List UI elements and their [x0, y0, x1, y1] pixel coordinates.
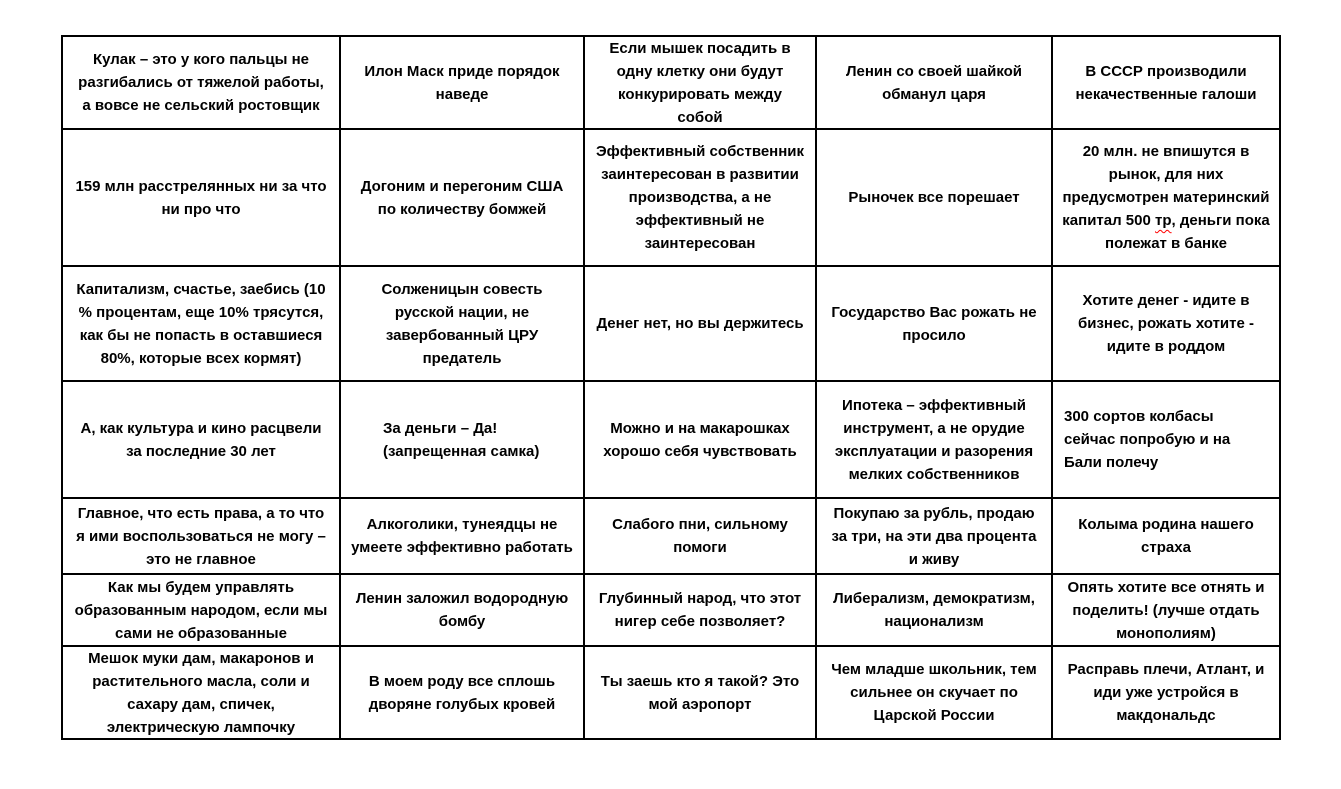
table-cell — [1053, 130, 1281, 267]
phrases-table — [61, 35, 1281, 740]
cell-text — [1062, 140, 1270, 255]
table-cell: Ипотека – эффективный инструмент, а не орудие эксплуатации и разорения мелких собственников — [817, 382, 1053, 499]
cell-text-segment: 20 млн. не впишутся в рынок, для них предусмотрен материнский капитал 500 — [1062, 143, 1270, 229]
table-cell: Ленин со своей шайкой обманул царя — [817, 37, 1053, 130]
table-cell: Опять хотите все отнять и поделить! (лучше отдать монополиям) — [1053, 575, 1281, 647]
table-cell: Глубинный народ, что этот нигер себе позволяет? — [585, 575, 817, 647]
table-cell: Можно и на макарошках хорошо себя чувствовать — [585, 382, 817, 499]
table-cell: Как мы будем управлять образованным народом, если мы сами не образованные — [63, 575, 341, 647]
table-cell: Илон Маск приде порядок наведе — [341, 37, 585, 130]
table-cell: Алкоголики, тунеядцы не умеете эффективно работать — [341, 499, 585, 575]
table-cell: Рыночек все порешает — [817, 130, 1053, 267]
table-cell: Государство Вас рожать не просило — [817, 267, 1053, 382]
table-cell: Капитализм, счастье, заебись (10 % процентам, еще 10% трясутся, как бы не попасть в оставшиеся 80%, которые всех кормят) — [63, 267, 341, 382]
table-cell: Кулак – это у кого пальцы не разгибались от тяжелой работы, а вовсе не сельский ростовщик — [63, 37, 341, 130]
table-cell: В СССР производили некачественные галоши — [1053, 37, 1281, 130]
table-cell: Мешок муки дам, макаронов и растительного масла, соли и сахару дам, спичек, электрическую лампочку — [63, 647, 341, 740]
table-cell: Колыма родина нашего страха — [1053, 499, 1281, 575]
misspelled-word: тр — [1155, 212, 1172, 229]
table-cell: В моем роду все сплошь дворяне голубых кровей — [341, 647, 585, 740]
table-cell: Чем младше школьник, тем сильнее он скучает по Царской России — [817, 647, 1053, 740]
table-cell: Солженицын совесть русской нации, не завербованный ЦРУ предатель — [341, 267, 585, 382]
table-cell: Главное, что есть права, а то что я ими воспользоваться не могу – это не главное — [63, 499, 341, 575]
table-cell: Денег нет, но вы держитесь — [585, 267, 817, 382]
table-cell: Покупаю за рубль, продаю за три, на эти два процента и живу — [817, 499, 1053, 575]
table-cell: 300 сортов колбасы сейчас попробую и на Бали полечу — [1053, 382, 1281, 499]
table-cell: За деньги – Да! (запрещенная самка) — [341, 382, 585, 499]
table-cell: Слабого пни, сильному помоги — [585, 499, 817, 575]
table-cell: Эффективный собственник заинтересован в развитии производства, а не эффективный не заинтересован — [585, 130, 817, 267]
table-cell: Расправь плечи, Атлант, и иди уже устройся в макдональдс — [1053, 647, 1281, 740]
table-cell: Ты заешь кто я такой? Это мой аэропорт — [585, 647, 817, 740]
table-cell: Хотите денег - идите в бизнес, рожать хотите - идите в роддом — [1053, 267, 1281, 382]
table-cell: Если мышек посадить в одну клетку они будут конкурировать между собой — [585, 37, 817, 130]
table-cell: Догоним и перегоним США по количеству бомжей — [341, 130, 585, 267]
table-cell: 159 млн расстрелянных ни за что ни про что — [63, 130, 341, 267]
cell-text-segment: , деньги пока полежат в банке — [1105, 212, 1270, 252]
table-cell: Ленин заложил водородную бомбу — [341, 575, 585, 647]
table-cell: А, как культура и кино расцвели за последние 30 лет — [63, 382, 341, 499]
table-cell: Либерализм, демократизм, национализм — [817, 575, 1053, 647]
